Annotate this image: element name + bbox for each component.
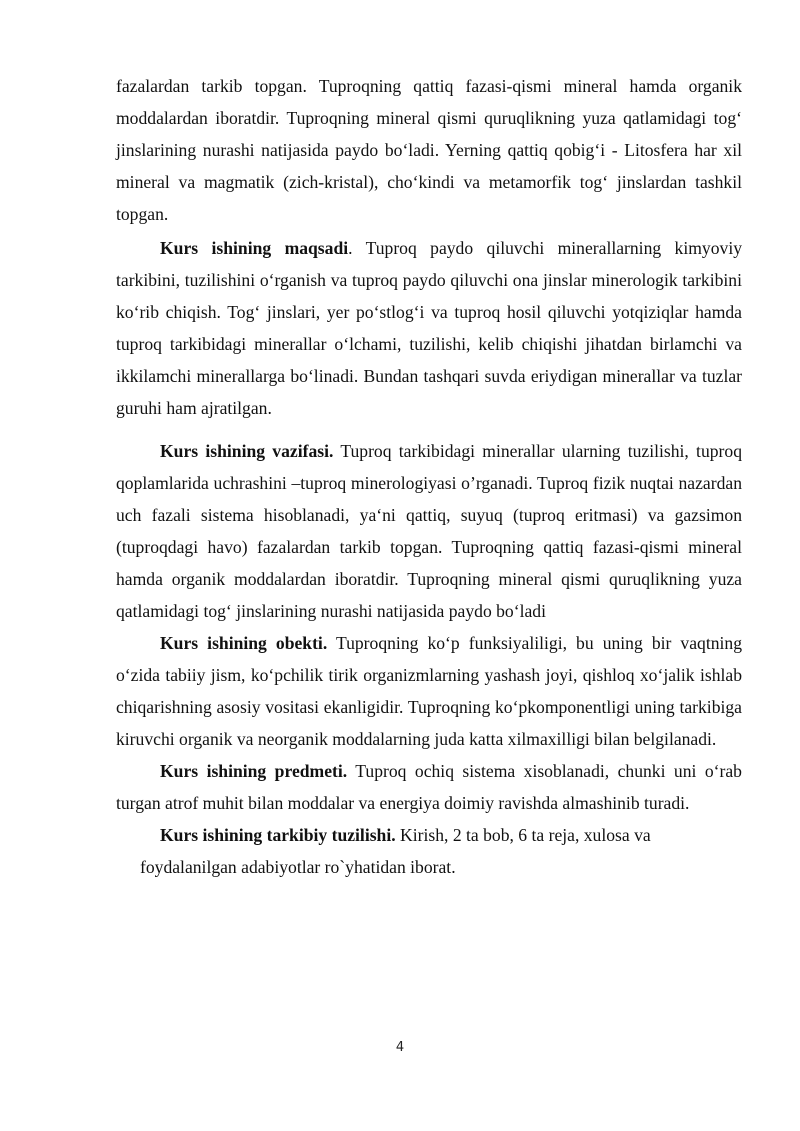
paragraph-maqsadi [116, 232, 742, 424]
section-label: Kurs ishining predmeti. [160, 761, 348, 781]
body-text [116, 70, 742, 883]
section-label: Kurs ishining obekti. [160, 633, 328, 653]
paragraph-text: Tuproqning ko‘p funksiyaliligi, bu uning bir vaqtning o‘zida tabiiy jism, ko‘pchilik tirik organizmlarning yashash joyi, qishloq xo‘jalik ishlab chiqarishning asosiy vositasi ekanligidir. Tuproqning ko‘pkomponentligi uning tarkibiga kiruvchi organik va neorganik moddalarning juda katta xilmaxilligi bilan belgilanadi. [116, 633, 742, 749]
section-label: Kurs ishining maqsadi [160, 238, 349, 258]
page-number: 4 [395, 1040, 405, 1055]
paragraph-intro [116, 70, 742, 230]
paragraph-predmeti [116, 755, 742, 819]
paragraph-text: . Tuproq paydo qiluvchi minerallarning kimyoviy tarkibini, tuzilishini o‘rganish va tuproq paydo qiluvchi ona jinslar minerologik tarkibini ko‘rib chiqish. Tog‘ jinslari, yer po‘stlog‘i va tuproq hosil qiluvchi yotqiziqlar hamda tuproq tarkibidagi minerallar o‘lchami, tuzilishi, kelib chiqishi jihatdan birlamchi va ikkilamchi minerallarga bo‘linadi. Bundan tashqari suvda eriydigan minerallar va tuzlar guruhi ham ajratilgan. [116, 238, 742, 418]
paragraph-text: Kirish, 2 ta bob, 6 ta reja, xulosa va [395, 825, 651, 845]
paragraph-tuzilishi [140, 819, 742, 883]
paragraph-text: fazalardan tarkib topgan. Tuproqning qattiq fazasi-qismi mineral hamda organik moddalardan iboratdir. Tuproqning mineral qismi quruqlikning yuza qatlamidagi tog‘ jinslarining nurashi natijasida paydo bo‘ladi. Yerning qattiq qobig‘i - Litosfera har xil mineral va magmatik (zich-kristal), cho‘kindi va metamorfik tog‘ jinslardan tashkil topgan. [116, 76, 742, 224]
paragraph-vazifasi [116, 435, 742, 627]
section-label: Kurs ishining vazifasi. [160, 441, 334, 461]
paragraph-text-line2: foydalanilgan adabiyotlar ro`yhatidan iborat. [140, 857, 456, 877]
section-label: Kurs ishining tarkibiy tuzilishi. [160, 825, 396, 845]
paragraph-obekti [116, 627, 742, 755]
paragraph-text: Tuproq ochiq sistema xisoblanadi, chunki uni o‘rab turgan atrof muhit bilan moddalar va energiya doimiy ravishda almashinib turadi. [116, 761, 742, 813]
paragraph-text: Tuproq tarkibidagi minerallar ularning tuzilishi, tuproq qoplamlarida uchrashini –tuproq minerologiyasi o’rganadi. Tuproq fizik nuqtai nazardan uch fazali sistema hisoblanadi, ya‘ni qattiq, suyuq (tuproq eritmasi) va gazsimon (tuproqdagi havo) fazalardan tarkib topgan. Tuproqning qattiq fazasi-qismi mineral hamda organik moddalardan iboratdir. Tuproqning mineral qismi quruqlikning yuza qatlamidagi tog‘ jinslarining nurashi natijasida paydo bo‘ladi [116, 441, 742, 621]
